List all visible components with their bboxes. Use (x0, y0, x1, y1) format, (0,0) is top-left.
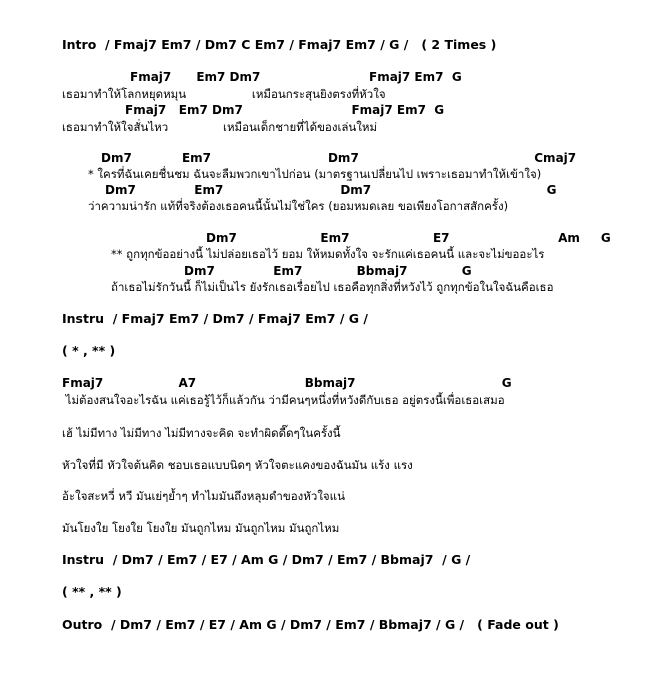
chorus-b-chords-1: Dm7 Em7 E7 Am G (206, 231, 611, 245)
intro-line: Intro / Fmaj7 Em7 / Dm7 C Em7 / Fmaj7 Em7 / G / ( 2 Times ) (62, 37, 497, 52)
repeat-line-1: ( * , ** ) (62, 343, 116, 358)
chorus-a-lyric-1: * ใครที่ฉันเคยชื่นชม ฉันจะลืมพวกเขาไปก่อน (มาตรฐานเปลี่ยนไป เพราะเธอมาทำให้เข้าใจ) (88, 167, 542, 181)
chorus-b-chords-2: Dm7 Em7 Bbmaj7 G (184, 264, 472, 278)
bridge-lyric-2: เฮ้ ไม่มีทาง ไม่มีทาง ไม่มีทางจะคิด จะทำผิดดี๊ดๆในครั้งนี้ (62, 426, 341, 440)
verse1-chords-2: Fmaj7 Em7 Dm7 Fmaj7 Em7 G (125, 103, 445, 117)
instru-line-2: Instru / Dm7 / Em7 / E7 / Am G / Dm7 / Em7 / Bbmaj7 / G / (62, 552, 471, 567)
verse1-chords-1: Fmaj7 Em7 Dm7 Fmaj7 Em7 G (130, 70, 462, 84)
bridge-lyric-4: อ้ะใจสะหวี่ หวี มันเย่ๆย้ำๆ ทำไมมันถึงหลุมดำของหัวใจแน่ (62, 489, 345, 503)
repeat-line-2: ( ** , ** ) (62, 584, 122, 599)
bridge-lyric-3: หัวใจที่มี หัวใจต้นคิด ชอบเธอแบบนิดๆ หัวใจตะแคงของฉันมัน แร้ง แรง (62, 458, 413, 472)
bridge-lyric-5: มันโยงใย โยงใย โยงใย มันถูกไหม มันถูกไหม มันถูกไหม (62, 521, 340, 535)
outro-line: Outro / Dm7 / Em7 / E7 / Am G / Dm7 / Em7 / Bbmaj7 / G / ( Fade out ) (62, 617, 559, 632)
bridge-lyric-1: ไม่ต้องสนใจอะไรฉัน แค่เธอรู้ไว้ก็แล้วกัน ว่ามีคนๆหนึ่งที่หวังดีกับเธอ อยู่ตรงนี้เพื่อเธอเสมอ (62, 393, 505, 407)
chorus-a-chords-2: Dm7 Em7 Dm7 G (105, 183, 557, 197)
bridge-chords: Fmaj7 A7 Bbmaj7 G (62, 376, 512, 390)
chorus-b-lyric-1: ** ถูกทุกข้ออย่างนี้ ไม่ปล่อยเธอไว้ ยอม ให้หมดทั้งใจ จะรักแค่เธอคนนี้ และจะไม่ขออะไร (111, 247, 545, 261)
verse1-lyric-1: เธอมาทำให้โลกหยุดหมุน เหมือนกระสุนยิงตรงที่หัวใจ (62, 87, 386, 101)
chorus-a-chords-1: Dm7 Em7 Dm7 Cmaj7 (101, 151, 577, 165)
verse1-lyric-2: เธอมาทำให้ใจสั่นไหว เหมือนเด็กชายที่ได้ของเล่นใหม่ (62, 120, 378, 134)
chorus-b-lyric-2: ถ้าเธอไม่รักวันนี้ ก็ไม่เป็นไร ยังรักเธอเรื่อยไป เธอคือทุกสิ่งที่หวังไว้ ถูกทุกข้อในใจฉันคือเธอ (111, 280, 554, 294)
chorus-a-lyric-2: ว่าความน่ารัก แท้ที่จริงต้องเธอคนนี้นั้นไม่ใช่ใคร (ยอมหมดเลย ขอเพียงโอกาสสักครั้ง) (88, 199, 509, 213)
instru-line-1: Instru / Fmaj7 Em7 / Dm7 / Fmaj7 Em7 / G / (62, 311, 368, 326)
